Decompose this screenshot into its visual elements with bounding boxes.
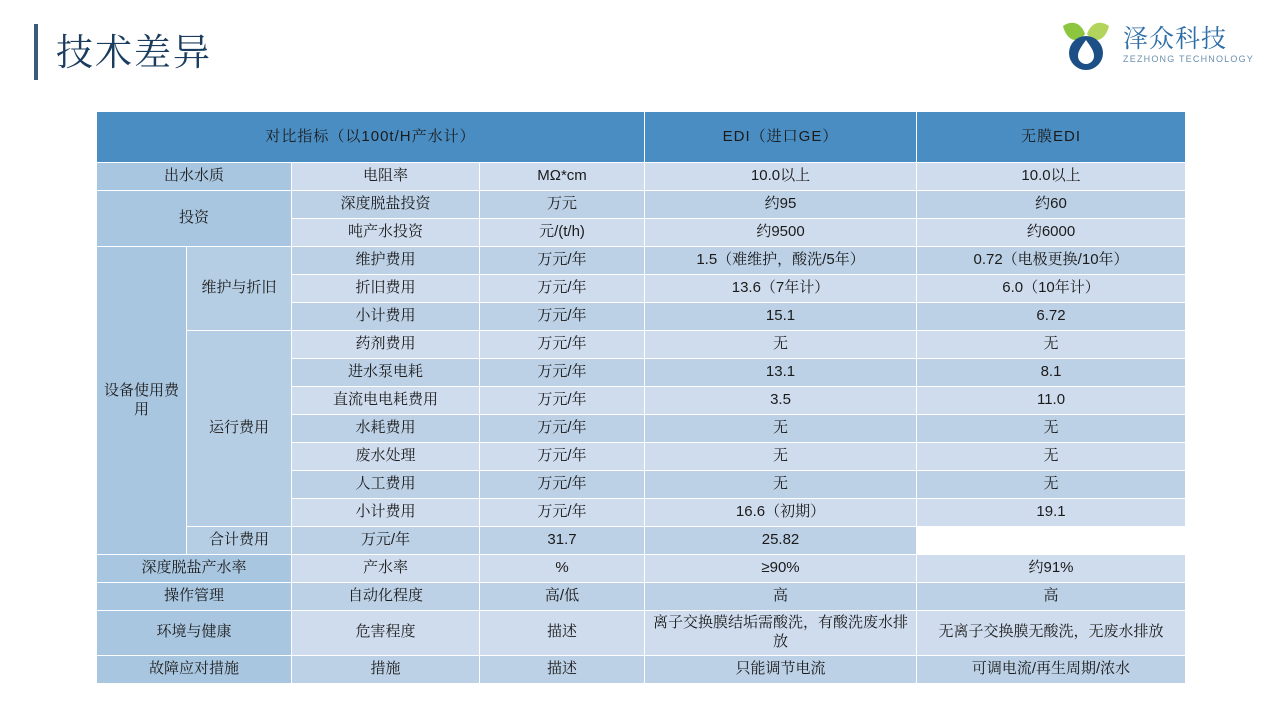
- row-item: 产水率: [292, 555, 480, 583]
- row-mfedi-value: 无: [917, 443, 1186, 471]
- row-edi-value: 3.5: [645, 387, 917, 415]
- row-edi-value: 无: [645, 471, 917, 499]
- row-item: 危害程度: [292, 611, 480, 656]
- row-unit: 万元/年: [480, 471, 645, 499]
- row-mfedi-value: 11.0: [917, 387, 1186, 415]
- row-edi-value: 无: [645, 415, 917, 443]
- title-accent-bar: [34, 24, 38, 80]
- row-unit: 万元/年: [480, 247, 645, 275]
- comparison-table: [96, 111, 1186, 684]
- row-edi-value: 15.1: [645, 303, 917, 331]
- row-item: 措施: [292, 655, 480, 683]
- logo-company-name-en: ZEZHONG TECHNOLOGY: [1123, 54, 1254, 65]
- row-unit: 万元/年: [480, 359, 645, 387]
- row-category: 操作管理: [97, 583, 292, 611]
- row-mfedi-value: 6.72: [917, 303, 1186, 331]
- row-unit: 元/(t/h): [480, 219, 645, 247]
- row-item: 水耗费用: [292, 415, 480, 443]
- logo-text: [1123, 26, 1254, 64]
- row-edi-value: 约9500: [645, 219, 917, 247]
- row-unit: MΩ*cm: [480, 163, 645, 191]
- row-item: 人工费用: [292, 471, 480, 499]
- row-item: 小计费用: [292, 499, 480, 527]
- table-row: [97, 527, 1186, 555]
- row-mfedi-value: 可调电流/再生周期/浓水: [917, 655, 1186, 683]
- table-row: [97, 655, 1186, 683]
- row-unit: 万元/年: [292, 527, 480, 555]
- row-unit: 万元/年: [480, 443, 645, 471]
- row-item: 直流电电耗费用: [292, 387, 480, 415]
- row-mfedi-value: 无离子交换膜无酸洗，无废水排放: [917, 611, 1186, 656]
- row-edi-value: 1.5（难维护，酸洗/5年）: [645, 247, 917, 275]
- row-item: 深度脱盐投资: [292, 191, 480, 219]
- row-unit: 万元/年: [480, 303, 645, 331]
- title-text: 技术差异: [56, 31, 212, 73]
- row-edi-value: 约95: [645, 191, 917, 219]
- row-item: 药剂费用: [292, 331, 480, 359]
- row-mfedi-value: 10.0以上: [917, 163, 1186, 191]
- row-mfedi-value: 6.0（10年计）: [917, 275, 1186, 303]
- table-row: [97, 583, 1186, 611]
- table-header-row: [97, 112, 1186, 163]
- row-category: 故障应对措施: [97, 655, 292, 683]
- table-row: [97, 555, 1186, 583]
- row-mfedi-value: 高: [917, 583, 1186, 611]
- row-edi-value: 无: [645, 331, 917, 359]
- row-item: 维护费用: [292, 247, 480, 275]
- table-row: [97, 163, 1186, 191]
- row-mfedi-value: 无: [917, 331, 1186, 359]
- table-row: [97, 191, 1186, 219]
- row-edi-value: 只能调节电流: [645, 655, 917, 683]
- row-edi-value: ≥90%: [645, 555, 917, 583]
- row-item: 电阻率: [292, 163, 480, 191]
- row-item: 小计费用: [292, 303, 480, 331]
- row-item: 吨产水投资: [292, 219, 480, 247]
- row-mfedi-value: 约6000: [917, 219, 1186, 247]
- row-item: 折旧费用: [292, 275, 480, 303]
- row-unit: 万元/年: [480, 275, 645, 303]
- row-unit: 万元/年: [480, 331, 645, 359]
- row-category: 出水水质: [97, 163, 292, 191]
- row-unit: 描述: [480, 611, 645, 656]
- row-edi-value: 离子交换膜结垢需酸洗，有酸洗废水排放: [645, 611, 917, 656]
- row-item: 合计费用: [187, 527, 292, 555]
- row-mfedi-value: 19.1: [917, 499, 1186, 527]
- row-unit: 描述: [480, 655, 645, 683]
- row-category: 投资: [97, 191, 292, 247]
- row-edi-value: 10.0以上: [645, 163, 917, 191]
- row-unit: 万元/年: [480, 415, 645, 443]
- row-mfedi-value: 约91%: [917, 555, 1186, 583]
- row-subcategory: 运行费用: [187, 331, 292, 527]
- row-mfedi-value: 0.72（电极更换/10年）: [917, 247, 1186, 275]
- table-row: [97, 611, 1186, 656]
- row-unit: %: [480, 555, 645, 583]
- header-metric: 对比指标（以100t/H产水计）: [97, 112, 645, 163]
- comparison-table-wrapper: [96, 111, 1185, 684]
- row-mfedi-value: 8.1: [917, 359, 1186, 387]
- table-row: [97, 331, 1186, 359]
- row-subcategory: 维护与折旧: [187, 247, 292, 331]
- header-edi: EDI（进口GE）: [645, 112, 917, 163]
- row-mfedi-value: 约60: [917, 191, 1186, 219]
- row-edi-value: 16.6（初期）: [645, 499, 917, 527]
- row-item: 废水处理: [292, 443, 480, 471]
- row-item: 进水泵电耗: [292, 359, 480, 387]
- header-membrane-free-edi: 无膜EDI: [917, 112, 1186, 163]
- logo-mark-icon: [1057, 16, 1115, 74]
- row-edi-value: 无: [645, 443, 917, 471]
- logo-company-name-cn: 泽众科技: [1123, 24, 1228, 53]
- row-unit: 万元/年: [480, 499, 645, 527]
- row-edi-value: 13.1: [645, 359, 917, 387]
- row-mfedi-value: 25.82: [645, 527, 917, 555]
- page-title: [34, 24, 212, 80]
- row-unit: 万元/年: [480, 387, 645, 415]
- row-mfedi-value: 无: [917, 415, 1186, 443]
- row-category: 环境与健康: [97, 611, 292, 656]
- row-edi-value: 高: [645, 583, 917, 611]
- company-logo: [1057, 16, 1254, 74]
- row-edi-value: 31.7: [480, 527, 645, 555]
- row-mfedi-value: 无: [917, 471, 1186, 499]
- table-row: [97, 247, 1186, 275]
- row-unit: 高/低: [480, 583, 645, 611]
- row-category: 设备使用费用: [97, 247, 187, 555]
- row-edi-value: 13.6（7年计）: [645, 275, 917, 303]
- row-item: 自动化程度: [292, 583, 480, 611]
- row-category: 深度脱盐产水率: [97, 555, 292, 583]
- row-unit: 万元: [480, 191, 645, 219]
